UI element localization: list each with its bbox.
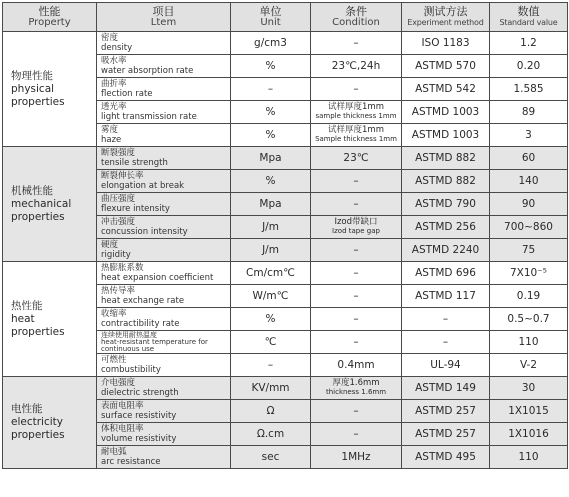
- item-cell: [97, 193, 231, 216]
- unit-cell: %: [231, 308, 311, 331]
- unit-cell: %: [231, 170, 311, 193]
- value-cell: 1.585: [490, 78, 568, 101]
- method-cell: –: [402, 331, 490, 354]
- value-cell: 30: [490, 377, 568, 400]
- header-item-en: Ltem: [150, 17, 177, 28]
- condition-cell: [311, 101, 402, 124]
- condition-cell: 1MHz: [311, 446, 402, 469]
- item-name-zh: 吸水率: [101, 56, 127, 66]
- unit-cell: %: [231, 55, 311, 78]
- condition-en: Izod tape gap: [332, 227, 380, 235]
- properties-table-body: [3, 32, 568, 469]
- value-cell: 60: [490, 147, 568, 170]
- group-name-en: properties: [11, 95, 65, 108]
- condition-cell: [311, 124, 402, 147]
- condition-cell: –: [311, 170, 402, 193]
- group-name-en: electricity: [11, 416, 63, 428]
- table-row: [3, 32, 568, 55]
- item-cell: [97, 423, 231, 446]
- condition-cell: 23℃,24h: [311, 55, 402, 78]
- item-cell: [97, 170, 231, 193]
- item-name-en: water absorption rate: [101, 66, 194, 76]
- item-cell: [97, 216, 231, 239]
- value-cell: V-2: [490, 354, 568, 377]
- header-condition-zh: 条件: [345, 5, 367, 18]
- item-name-zh: 体积电阻率: [101, 424, 144, 434]
- value-cell: 140: [490, 170, 568, 193]
- header-property-en: Property: [28, 17, 71, 28]
- condition-zh: 厚度1.6mm: [332, 378, 380, 388]
- item-name-en: heat-resistant temperature for continuous use: [101, 338, 208, 353]
- item-name-zh: 收缩率: [101, 309, 127, 319]
- item-cell: [97, 377, 231, 400]
- item-name-zh: 断裂强度: [101, 148, 136, 158]
- header-method-en: Experiment method: [407, 18, 484, 27]
- method-cell: ASTMD 117: [402, 285, 490, 308]
- item-name-en: flection rate: [101, 89, 153, 99]
- unit-cell: KV/mm: [231, 377, 311, 400]
- unit-cell: g/cm3: [231, 32, 311, 55]
- unit-cell: Cm/cm℃: [231, 262, 311, 285]
- group-name-zh: 物理性能: [11, 69, 53, 82]
- method-cell: ASTMD 696: [402, 262, 490, 285]
- properties-table-container: [2, 2, 567, 469]
- item-name-zh: 雾度: [101, 125, 119, 135]
- condition-cell: –: [311, 239, 402, 262]
- value-cell: 90: [490, 193, 568, 216]
- method-cell: ASTMD 257: [402, 423, 490, 446]
- header-condition: [311, 3, 402, 32]
- header-item: [97, 3, 231, 32]
- method-cell: ASTMD 257: [402, 400, 490, 423]
- value-cell: 700~860: [490, 216, 568, 239]
- method-cell: UL-94: [402, 354, 490, 377]
- item-name-en: light transmission rate: [101, 112, 197, 122]
- item-name-zh: 密度: [101, 33, 119, 43]
- item-cell: [97, 400, 231, 423]
- method-cell: ASTMD 2240: [402, 239, 490, 262]
- item-name-zh: 透光率: [101, 102, 127, 112]
- unit-cell: W/m℃: [231, 285, 311, 308]
- item-cell: [97, 285, 231, 308]
- item-name-en: haze: [101, 135, 122, 145]
- group-cell: [3, 262, 97, 377]
- unit-cell: ℃: [231, 331, 311, 354]
- method-cell: ASTMD 882: [402, 170, 490, 193]
- header-property-zh: 性能: [38, 5, 61, 18]
- item-cell: [97, 262, 231, 285]
- item-name-zh: 热膨胀系数: [101, 263, 144, 273]
- value-cell: 110: [490, 331, 568, 354]
- unit-cell: –: [231, 354, 311, 377]
- method-cell: –: [402, 308, 490, 331]
- unit-cell: Ω.cm: [231, 423, 311, 446]
- item-name-en: concussion intensity: [101, 227, 188, 237]
- unit-cell: J/m: [231, 216, 311, 239]
- item-name-zh: 介电强度: [101, 378, 136, 388]
- group-name-en: properties: [11, 429, 65, 441]
- table-row: [3, 377, 568, 400]
- unit-cell: %: [231, 101, 311, 124]
- method-cell: ASTMD 495: [402, 446, 490, 469]
- group-name-en: properties: [11, 210, 65, 223]
- group-cell: [3, 377, 97, 469]
- header-unit-zh: 单位: [259, 5, 282, 18]
- properties-table: [2, 2, 568, 469]
- value-cell: 1.2: [490, 32, 568, 55]
- item-name-en: arc resistance: [101, 457, 161, 467]
- item-cell: [97, 78, 231, 101]
- condition-cell: –: [311, 262, 402, 285]
- condition-zh: 试样厚度1mm: [328, 125, 384, 135]
- item-name-zh: 硬度: [101, 240, 119, 250]
- item-cell: [97, 124, 231, 147]
- item-name-en: density: [101, 43, 133, 53]
- item-cell: [97, 354, 231, 377]
- item-name-en: surface resistivity: [101, 411, 177, 421]
- item-name-en: heat exchange rate: [101, 296, 185, 306]
- unit-cell: –: [231, 78, 311, 101]
- condition-cell: –: [311, 331, 402, 354]
- method-cell: ASTMD 1003: [402, 124, 490, 147]
- item-name-zh: 连续使用耐热温度: [101, 331, 157, 339]
- condition-en: sample thickness 1mm: [315, 112, 397, 120]
- unit-cell: sec: [231, 446, 311, 469]
- item-cell: [97, 308, 231, 331]
- item-name-zh: 表面电阻率: [101, 401, 144, 411]
- condition-zh: 试样厚度1mm: [328, 102, 384, 112]
- group-name-en: heat: [11, 312, 35, 325]
- condition-cell: –: [311, 78, 402, 101]
- value-cell: 89: [490, 101, 568, 124]
- condition-cell: 23℃: [311, 147, 402, 170]
- header-value: [490, 3, 568, 32]
- header-value-zh: 数值: [517, 5, 540, 18]
- item-name-en: elongation at break: [101, 181, 185, 191]
- item-name-zh: 热传导率: [101, 286, 136, 296]
- method-cell: ASTMD 1003: [402, 101, 490, 124]
- group-name-en: mechanical: [11, 197, 72, 210]
- group-name-zh: 热性能: [11, 299, 43, 312]
- condition-zh: Izod带缺口: [334, 217, 378, 227]
- method-cell: ASTMD 790: [402, 193, 490, 216]
- header-value-en: Standard value: [499, 18, 558, 27]
- value-cell: 0.5~0.7: [490, 308, 568, 331]
- header-item-zh: 项目: [152, 5, 175, 18]
- item-name-zh: 断裂伸长率: [101, 171, 144, 181]
- method-cell: ASTMD 542: [402, 78, 490, 101]
- item-cell: [97, 147, 231, 170]
- item-name-en: combustibility: [101, 365, 161, 375]
- header-property: [3, 3, 97, 32]
- item-name-en: dielectric strength: [101, 388, 179, 398]
- item-cell: [97, 55, 231, 78]
- condition-en: thickness 1.6mm: [325, 388, 387, 396]
- group-name-en: physical: [11, 82, 55, 95]
- method-cell: ASTMD 149: [402, 377, 490, 400]
- item-name-zh: 曲折率: [101, 79, 127, 89]
- header-method-zh: 测试方法: [423, 5, 468, 18]
- item-name-zh: 可燃性: [101, 355, 127, 365]
- item-name-zh: 冲击强度: [101, 217, 136, 227]
- value-cell: 75: [490, 239, 568, 262]
- value-cell: 110: [490, 446, 568, 469]
- value-cell: 0.19: [490, 285, 568, 308]
- item-name-en: flexure intensity: [101, 204, 170, 214]
- condition-en: Sample thickness 1mm: [315, 135, 397, 143]
- group-cell: [3, 32, 97, 147]
- item-name-en: contractibility rate: [101, 319, 180, 329]
- condition-cell: –: [311, 423, 402, 446]
- value-cell: 0.20: [490, 55, 568, 78]
- group-name-zh: 电性能: [11, 403, 43, 415]
- unit-cell: %: [231, 124, 311, 147]
- value-cell: 1X1016: [490, 423, 568, 446]
- condition-cell: [311, 216, 402, 239]
- condition-cell: –: [311, 400, 402, 423]
- item-cell: [97, 101, 231, 124]
- method-cell: ASTMD 570: [402, 55, 490, 78]
- value-cell: 3: [490, 124, 568, 147]
- header-unit: [231, 3, 311, 32]
- item-cell: [97, 331, 231, 354]
- unit-cell: Ω: [231, 400, 311, 423]
- condition-cell: –: [311, 285, 402, 308]
- header-condition-en: Condition: [332, 17, 380, 28]
- method-cell: ASTMD 256: [402, 216, 490, 239]
- item-name-zh: 曲压强度: [101, 194, 136, 204]
- unit-cell: J/m: [231, 239, 311, 262]
- condition-cell: 0.4mm: [311, 354, 402, 377]
- condition-cell: –: [311, 193, 402, 216]
- item-name-en: heat expansion coefficient: [101, 273, 214, 283]
- condition-cell: –: [311, 32, 402, 55]
- value-cell: 1X1015: [490, 400, 568, 423]
- item-name-en: volume resistivity: [101, 434, 177, 444]
- item-name-en: rigidity: [101, 250, 131, 260]
- unit-cell: Mpa: [231, 147, 311, 170]
- method-cell: ISO 1183: [402, 32, 490, 55]
- table-row: [3, 147, 568, 170]
- item-cell: [97, 239, 231, 262]
- condition-cell: [311, 377, 402, 400]
- header-method: [402, 3, 490, 32]
- table-row: [3, 262, 568, 285]
- method-cell: ASTMD 882: [402, 147, 490, 170]
- unit-cell: Mpa: [231, 193, 311, 216]
- header-unit-en: Unit: [260, 17, 281, 28]
- header-row: [3, 3, 568, 32]
- item-cell: [97, 446, 231, 469]
- value-cell: 7X10⁻⁵: [490, 262, 568, 285]
- group-name-zh: 机械性能: [11, 184, 53, 197]
- group-cell: [3, 147, 97, 262]
- item-name-zh: 耐电弧: [101, 447, 127, 457]
- group-name-en: properties: [11, 325, 65, 338]
- item-name-en: tensile strength: [101, 158, 168, 168]
- condition-cell: –: [311, 308, 402, 331]
- item-cell: [97, 32, 231, 55]
